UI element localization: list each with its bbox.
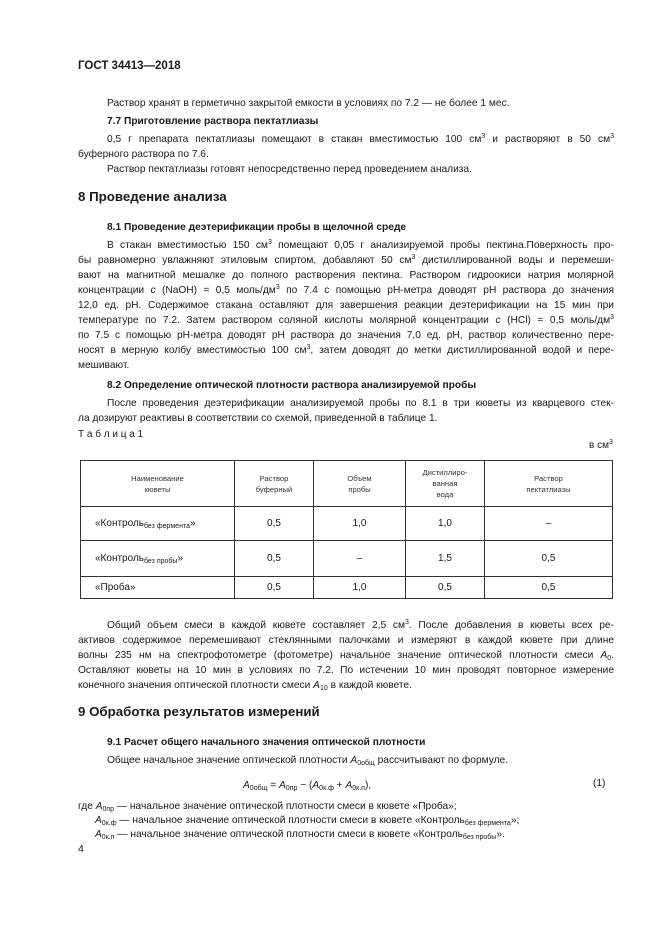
pat-line1: Общий объем смеси в каждой кювете составляет 2,5 $см^3$. После добавления в кюветы всех ре- bbox=[107, 619, 614, 631]
p81-line9: мешивают. bbox=[78, 360, 130, 371]
p81-line8: носят в мерную колбу вместимостью 100 $см^3$, затем доводят до метки дистиллированной водой и пере- bbox=[78, 344, 614, 356]
subheading-8-1: 8.1 Проведение деэтерификации пробы в щелочной среде bbox=[107, 222, 407, 233]
p81-line6: температуре по 7.2. Затем раствором соляной кислоты молярной концентрации c (HCl) = 0,5 моль/$дм^3$ bbox=[78, 314, 614, 326]
cell-water: 0,5 bbox=[406, 577, 485, 599]
table-units: в $см^3$ bbox=[589, 439, 613, 451]
cell-water: 1,5 bbox=[406, 541, 485, 577]
th-sample-volume: Объем пробы bbox=[314, 461, 406, 507]
th-distilled-water: Дистиллиро- ванная вода bbox=[406, 461, 485, 507]
definition-line: $A_{0к.ф}$ — начальное значение оптической плотности смеси в кювете «Контроль$_{без фермента}$»; bbox=[95, 815, 520, 827]
cell-buffer: 0,5 bbox=[235, 507, 314, 541]
formula-number: (1) bbox=[593, 778, 606, 789]
paragraph-7-7-note: Раствор пектатлиазы готовят непосредственно перед проведением анализа. bbox=[107, 164, 472, 175]
subheading-7-7: 7.7 Приготовление раствора пектатлиазы bbox=[107, 116, 319, 127]
th-name: Наименование кюветы bbox=[81, 461, 235, 507]
subheading-8-2: 8.2 Определение оптической плотности раствора анализируемой пробы bbox=[107, 380, 477, 391]
paragraph-7-7-line1: 0,5 г препарата пектатлиазы помещают в стакан вместимостью 100 $см^3$ и растворяют в 50 $см^3$ bbox=[107, 133, 614, 145]
row-name: «Проба» bbox=[81, 577, 235, 599]
table-row bbox=[81, 577, 613, 599]
subheading-9-1: 9.1 Расчет общего начального значения оптической плотности bbox=[107, 737, 426, 748]
cell-sample: 1,0 bbox=[314, 507, 406, 541]
p81-line2: бы равномерно увлажняют этиловым спиртом, добавляют 50 $см^3$ дистиллированной воды и перемеши- bbox=[78, 254, 614, 266]
p81-line7: по 7.5 с помощью рН-метра доводят рН раствора до значения 7,0 ед. рН, раствор количественно пере- bbox=[78, 330, 614, 341]
th-pectate-lyase: Раствор пектатлиазы bbox=[485, 461, 613, 507]
row-name: «Контроль$_{без фермента}$» bbox=[81, 507, 235, 541]
p81-line5: 12,0 ед. рН. Содержимое стакана оставляют для завершения реакции деэтерификации на 15 мин при bbox=[78, 300, 614, 311]
formula-1: $A_{0общ} = A_{0пр} - (A_{0к.ф} + A_{0к.п})$, bbox=[243, 780, 372, 792]
pat-line4: Оставляют кюветы на 10 мин в условиях по 7.2. По истечении 10 мин проводят повторное измерение bbox=[78, 665, 614, 676]
cell-water: 1,0 bbox=[406, 507, 485, 541]
pat-line3: волны 235 нм на спектрофотометре (фотометре) начальное значение оптической плотности смеси $A_0$. bbox=[78, 650, 614, 662]
section-9-heading: 9 Обработка результатов измерений bbox=[78, 704, 320, 719]
page-number: 4 bbox=[78, 843, 84, 855]
table-1 bbox=[80, 460, 613, 599]
row-name: «Контроль$_{без пробы}$» bbox=[81, 541, 235, 577]
p82-line1: После проведения деэтерификации анализируемой пробы по 8.1 в три кюветы из кварцевого стек- bbox=[107, 398, 614, 409]
cell-buffer: 0,5 bbox=[235, 541, 314, 577]
document-header: ГОСТ 34413—2018 bbox=[78, 60, 181, 72]
definition-line: $A_{0к.п}$ — начальное значение оптической плотности смеси в кювете «Контроль$_{без пробы}$». bbox=[95, 829, 505, 841]
definition-line: где $A_{0пр}$ — начальное значение оптической плотности смеси в кювете «Проба»; bbox=[78, 801, 457, 813]
paragraph-9-1: Общее начальное значение оптической плотности $A_{0общ}$ рассчитывают по формуле. bbox=[107, 755, 509, 767]
cell-sample: – bbox=[314, 541, 406, 577]
table-row bbox=[81, 507, 613, 541]
section-8-heading: 8 Проведение анализа bbox=[78, 189, 227, 204]
table-row bbox=[81, 541, 613, 577]
table-caption: Т а б л и ц а 1 bbox=[78, 429, 144, 440]
cell-lyase: 0,5 bbox=[485, 577, 613, 599]
cell-lyase: – bbox=[485, 507, 613, 541]
p81-line3: вают на магнитной мешалке до полного растворения пектина. Раствором гидроокиси натрия молярной bbox=[78, 270, 614, 281]
p81-line4: концентрации c (NaOH) = 0,5 моль/$дм^3$ по 7.4 с помощью рН-метра доводят рН раствора до значения bbox=[78, 284, 615, 296]
paragraph-storage: Раствор хранят в герметично закрытой емкости в условиях по 7.2 — не более 1 мес. bbox=[107, 98, 510, 109]
cell-buffer: 0,5 bbox=[235, 577, 314, 599]
p81-line1: В стакан вместимостью 150 $см^3$ помещают 0,05 г анализируемой пробы пектина.Поверхность про- bbox=[107, 239, 614, 251]
pat-line2: активов содержимое перемешивают стеклянными палочками и измеряют в каждой кювете при длине bbox=[78, 635, 614, 646]
th-buffer: Раствор буферный bbox=[235, 461, 314, 507]
pat-line5: конечного значения оптической плотности смеси $A_{10}$ в каждой кювете. bbox=[78, 680, 412, 692]
p82-line2: ла дозируют реактивы в соответствии со схемой, приведенной в таблице 1. bbox=[78, 413, 438, 424]
cell-sample: 1,0 bbox=[314, 577, 406, 599]
cell-lyase: 0,5 bbox=[485, 541, 613, 577]
table-header-row bbox=[81, 461, 613, 507]
paragraph-7-7-line2: буферного раствора по 7.6. bbox=[78, 149, 209, 160]
